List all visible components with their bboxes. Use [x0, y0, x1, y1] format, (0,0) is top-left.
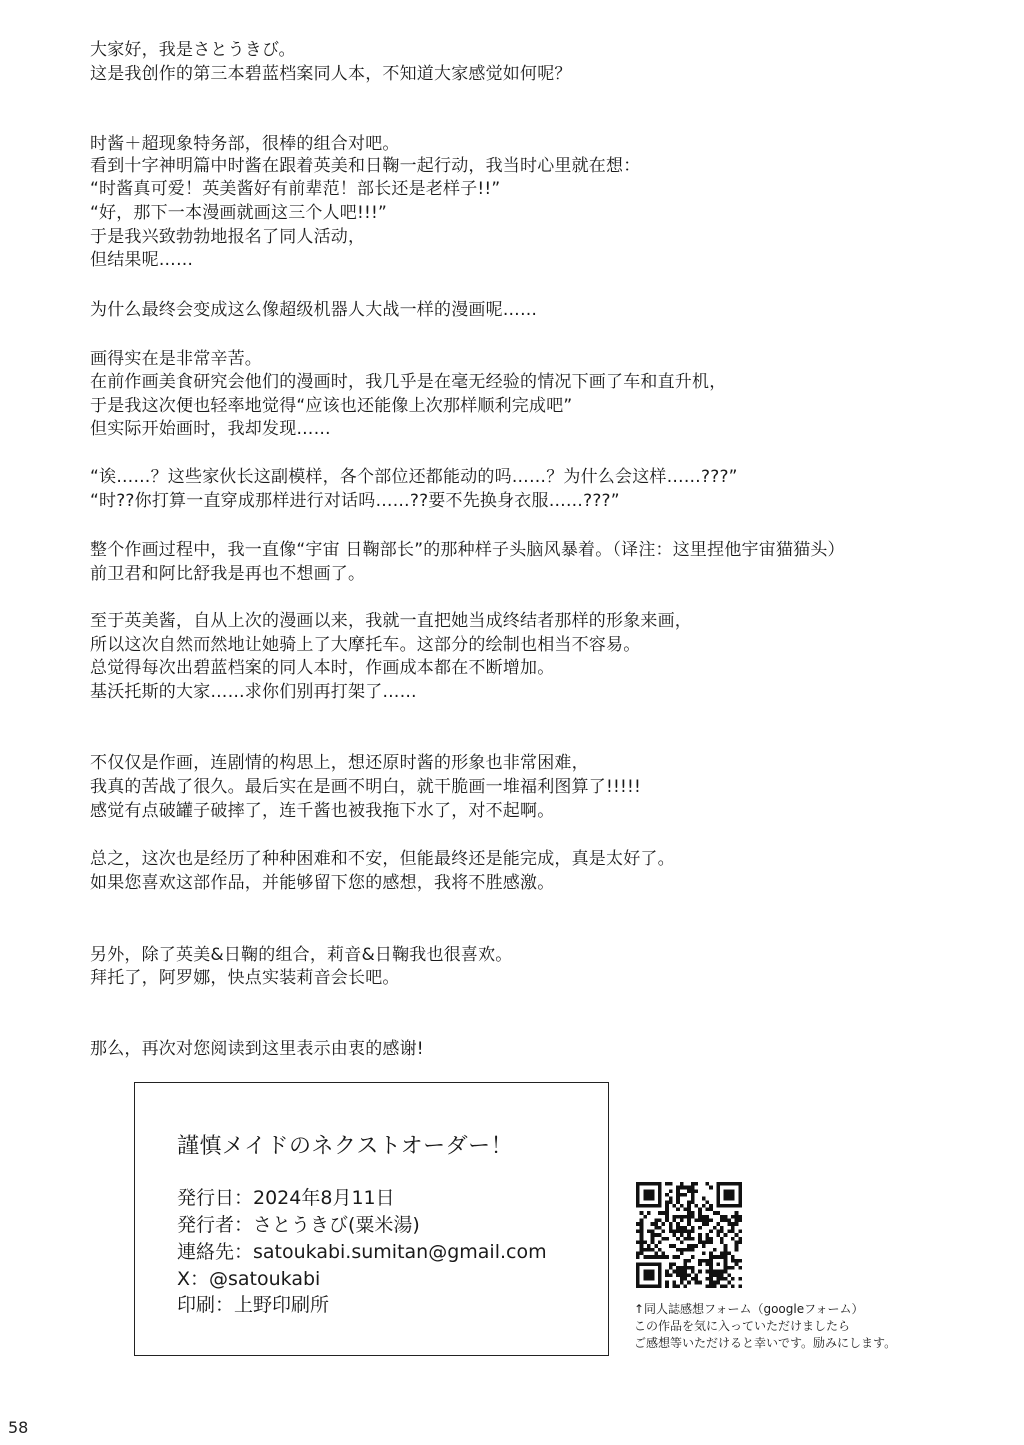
qr-note-line: この作品を気に入っていただけましたら — [634, 1319, 851, 1333]
colophon-publisher: 発行者：さとうきび(粟米湯) — [177, 1214, 420, 1236]
afterword-line: 在前作画美食研究会他们的漫画时，我几乎是在毫无经验的情况下画了车和直升机， — [90, 372, 727, 392]
afterword-line: 于是我兴致勃勃地报名了同人活动， — [90, 227, 366, 247]
afterword-line: 基沃托斯的大家……求你们别再打架了…… — [90, 682, 417, 702]
afterword-line: “诶……？这些家伙长这副模样，各个部位还都能动的吗……？为什么会这样……???” — [90, 467, 738, 487]
afterword-line: 那么，再次对您阅读到这里表示由衷的感谢! — [90, 1039, 424, 1059]
colophon-box — [134, 1082, 609, 1356]
qr-code-icon[interactable] — [636, 1182, 742, 1288]
colophon-issue-date: 発行日：2024年8月11日 — [177, 1187, 395, 1209]
colophon-x-account: X：@satoukabi — [177, 1268, 321, 1290]
afterword-line: 画得实在是非常辛苦。 — [90, 349, 262, 369]
afterword-line: 总觉得每次出碧蓝档案的同人本时，作画成本都在不断增加。 — [90, 658, 555, 678]
qr-note-line: ご感想等いただけると幸いです。励みにします。 — [634, 1336, 897, 1350]
afterword-line: 拜托了，阿罗娜，快点实装莉音会长吧。 — [90, 968, 400, 988]
afterword-line: 前卫君和阿比舒我是再也不想画了。 — [90, 564, 366, 584]
afterword-line: 另外，除了英美&日鞠的组合，莉音&日鞠我也很喜欢。 — [90, 945, 513, 965]
colophon-contact: 連絡先：satoukabi.sumitan@gmail.com — [177, 1241, 547, 1263]
colophon-title: 謹慎メイドのネクストオーダー！ — [177, 1134, 514, 1159]
afterword-line: 至于英美酱，自从上次的漫画以来，我就一直把她当成终结者那样的形象来画， — [90, 611, 692, 631]
afterword-line: 时酱＋超现象特务部，很棒的组合对吧。 — [90, 134, 400, 154]
page-number: 58 — [8, 1418, 29, 1437]
afterword-line: “好，那下一本漫画就画这三个人吧!!!” — [90, 203, 388, 223]
afterword-line: 为什么最终会变成这么像超级机器人大战一样的漫画呢…… — [90, 300, 538, 320]
qr-note-line: ↑同人誌感想フォーム（googleフォーム） — [634, 1302, 864, 1316]
afterword-line: 不仅仅是作画，连剧情的构思上，想还原时酱的形象也非常困难， — [90, 753, 589, 773]
colophon-printer: 印刷：上野印刷所 — [177, 1294, 330, 1316]
afterword-line: 感觉有点破罐子破摔了，连千酱也被我拖下水了，对不起啊。 — [90, 801, 555, 821]
afterword-line: “时??你打算一直穿成那样进行对话吗……??要不先换身衣服……???” — [90, 491, 620, 511]
afterword-line: 我真的苦战了很久。最后实在是画不明白，就干脆画一堆福利图算了!!!!! — [90, 777, 642, 797]
afterword-line: 大家好，我是さとうきび。 — [90, 40, 296, 60]
afterword-line: 总之，这次也是经历了种种困难和不安，但能最终还是能完成，真是太好了。 — [90, 849, 675, 869]
afterword-line: 这是我创作的第三本碧蓝档案同人本，不知道大家感觉如何呢？ — [90, 64, 572, 84]
afterword-line: 于是我这次便也轻率地觉得“应该也还能像上次那样顺利完成吧” — [90, 396, 573, 416]
afterword-line: 所以这次自然而然地让她骑上了大摩托车。这部分的绘制也相当不容易。 — [90, 635, 641, 655]
afterword-line: “时酱真可爱！英美酱好有前辈范！部长还是老样子!!” — [90, 179, 501, 199]
afterword-line: 如果您喜欢这部作品，并能够留下您的感想，我将不胜感激。 — [90, 873, 555, 893]
afterword-line: 但实际开始画时，我却发现…… — [90, 419, 331, 439]
afterword-line: 看到十字神明篇中时酱在跟着英美和日鞠一起行动，我当时心里就在想： — [90, 156, 641, 176]
afterword-line: 但结果呢…… — [90, 250, 194, 270]
afterword-line: 整个作画过程中，我一直像“宇宙 日鞠部长”的那种样子头脑风暴着。（译注：这里捏他宇宙猫猫头） — [90, 540, 845, 560]
